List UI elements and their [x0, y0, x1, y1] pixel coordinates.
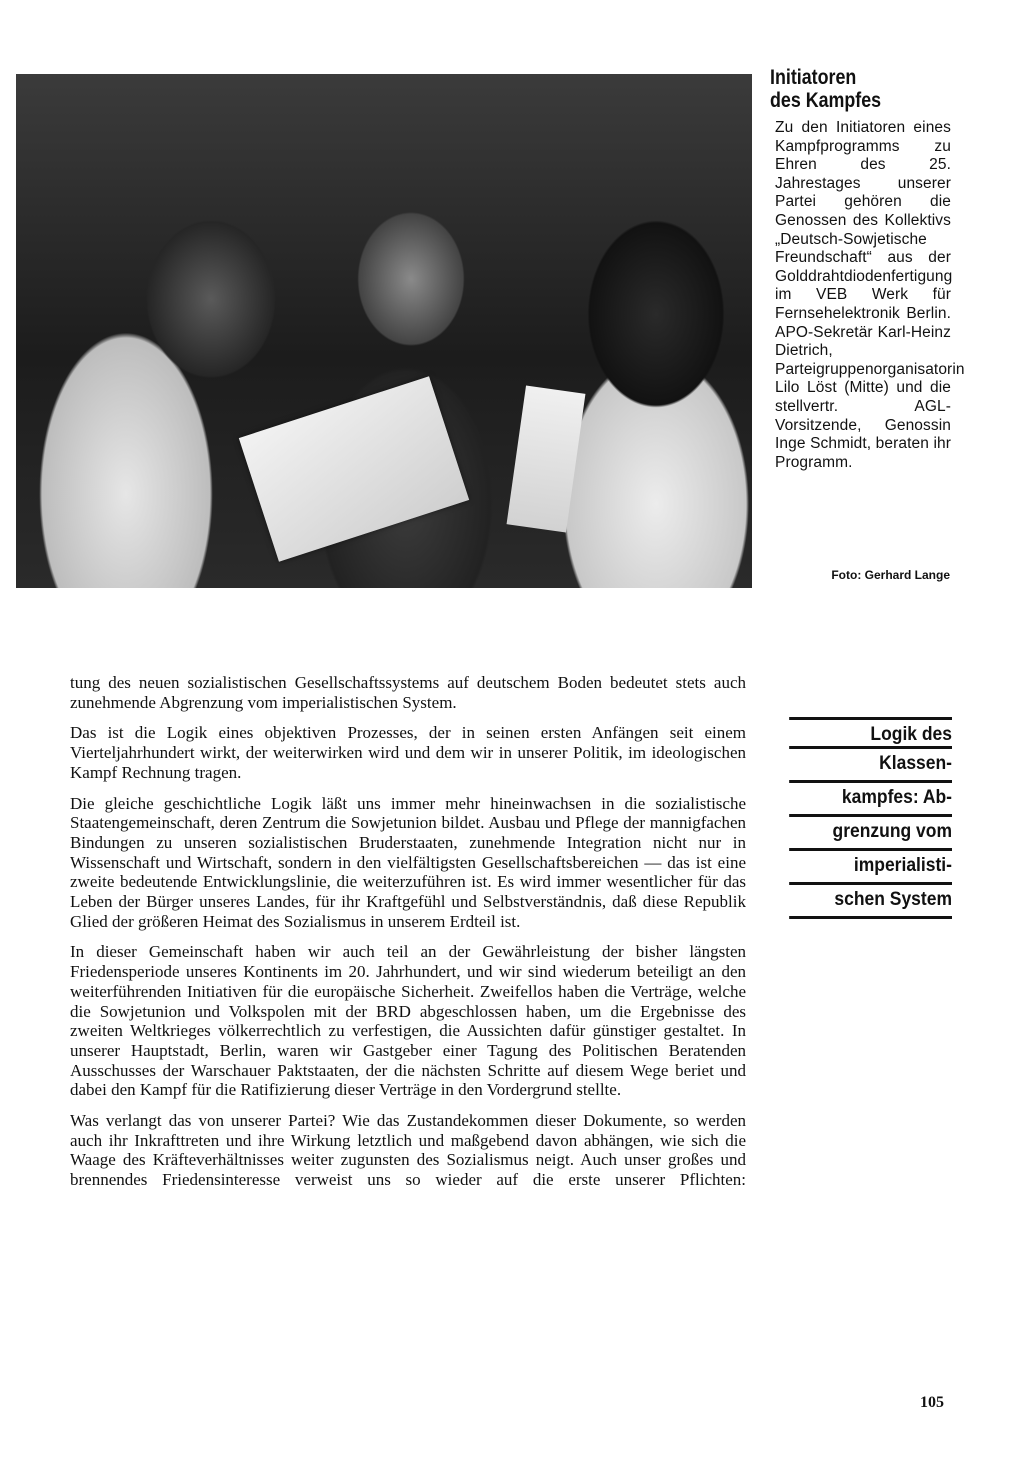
article-photo — [16, 74, 752, 588]
side-heading-line: schen System — [789, 885, 952, 919]
side-heading-line: Logik des — [789, 717, 952, 749]
article-paragraph: tung des neuen sozialistischen Gesellschaftssystems auf deutschem Boden bedeutet stets auch zunehmende Abgrenzung vom imperialistischen System. — [70, 673, 746, 712]
page-number: 105 — [920, 1394, 944, 1411]
papers-in-photo — [507, 386, 586, 533]
side-heading-line: kampfes: Ab- — [789, 783, 952, 817]
document-in-photo — [239, 376, 469, 561]
side-heading-line: Klassen- — [789, 749, 952, 783]
side-heading — [775, 717, 952, 919]
article-paragraph: Die gleiche geschichtliche Logik läßt uns immer mehr hineinwachsen in die sozialistische Staatengemeinschaft, deren Zentrum die Sowjetunion bildet. Ausbau und Pflege der mannigfachen Bindungen zu unseren sozialistischen Bruderstaaten, zunehmende Integration nicht nur in Wissenschaft und Wirtschaft, sondern in den vielfältigsten Gesellschaftsbereichen — das ist eine zweite bedeutende Entwicklungslinie, die weiterzuführen ist. Es wird immer wesentlicher für das Leben der Bürger unseres Landes, für ihr Kraftgefühl und Selbstverständnis, daß diese Republik Glied der größeren Heimat des Sozialismus in unserem Erdteil ist. — [70, 793, 746, 931]
caption-title-line: Initiatoren — [770, 66, 857, 89]
caption-title-line: des Kampfes — [770, 89, 882, 112]
article-paragraph: Was verlangt das von unserer Partei? Wie das Zustandekommen dieser Dokumente, so werden auch ihr Inkrafttreten und ihre Wirkung letztlich und maßgebend davon abhängen, wie sich die Waage des Kräfteverhältnisses weiter zugunsten des Sozialismus neigt. Auch unser großes und brennendes Friedensinteresse verweist uns so wieder auf die erste unserer Pflichten: — [70, 1111, 746, 1190]
side-heading-line: grenzung vom — [789, 817, 952, 851]
article-paragraph: Das ist die Logik eines objektiven Prozesses, der in seinen ersten Anfängen seit einem Vierteljahrhundert wirkt, der weiterwirken wird und dem wir in unserer Politik, im ideologischen Kampf Rechnung tragen. — [70, 723, 746, 782]
photo-credit: Foto: Gerhard Lange — [831, 568, 950, 582]
caption-title — [770, 66, 932, 112]
article-body — [70, 673, 746, 1201]
article-paragraph: In dieser Gemeinschaft haben wir auch teil an der Gewährleistung der bisher längsten Friedensperiode unseres Kontinents im 20. Jahrhundert, und wir sind wiederum beteiligt an den weiterführenden Initiativen für die europäische Sicherheit. Zweifellos haben die Verträge, welche die Sowjetunion und Volkspolen mit der BRD abgeschlossen haben, um die Ergebnisse des zweiten Weltkrieges völkerrechtlich zu verfestigen, die Aussichten dafür günstiger gestaltet. In unserer Hauptstadt, Berlin, waren wir Gastgeber einer Tagung des Politischen Beratenden Ausschusses der Warschauer Paktstaaten, der die nächsten Schritte auf diesem Wege beriet und dabei den Kampf für die Ratifizierung dieser Verträge in den Vordergrund stellte. — [70, 942, 746, 1100]
caption-body: Zu den Initiatoren eines Kampfprogramms zu Ehren des 25. Jahrestages unserer Partei gehören die Genossen des Kollektivs „Deutsch-Sowjetische Freundschaft“ aus der Golddrahtdiodenfertigung im VEB Werk für Fernsehelektronik Berlin. APO-Sekretär Karl-Heinz Dietrich, Parteigruppenorganisatorin Lilo Löst (Mitte) und die stellvertr. AGL-Vorsitzende, Genossin Inge Schmidt, beraten ihr Programm. — [775, 119, 965, 471]
side-heading-line: imperialisti- — [789, 851, 952, 885]
